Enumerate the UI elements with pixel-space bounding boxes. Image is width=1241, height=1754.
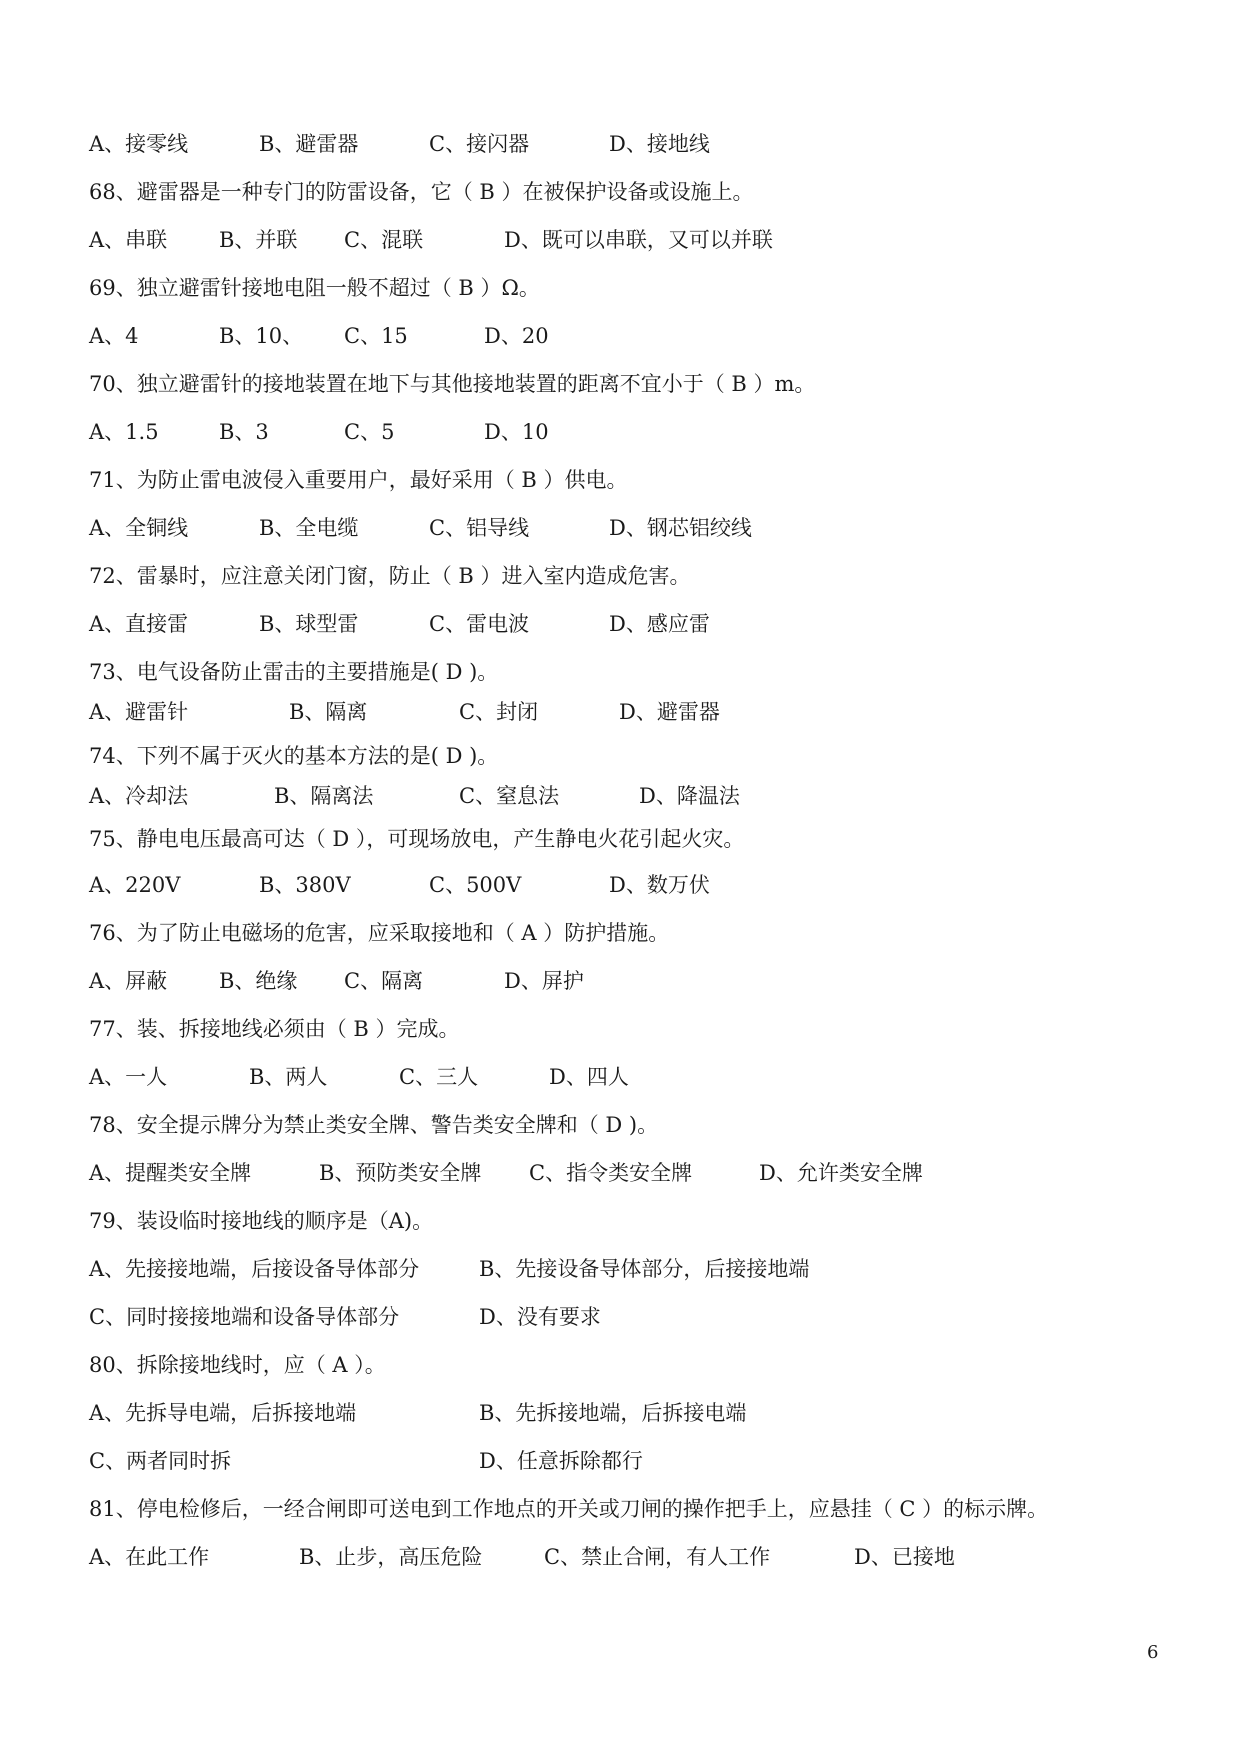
option-item: A、先接接地端，后接设备导体部分	[89, 1257, 420, 1281]
question-text: 69、独立避雷针接地电阻一般不超过（ B ）Ω。	[89, 276, 540, 300]
option-item: B、两人	[249, 1065, 328, 1089]
option-item: D、任意拆除都行	[479, 1449, 643, 1473]
option-item: A、冷却法	[89, 784, 189, 808]
question-text: 78、安全提示牌分为禁止类安全牌、警告类安全牌和（ D )。	[89, 1113, 659, 1137]
option-item: D、四人	[549, 1065, 629, 1089]
option-item: B、球型雷	[259, 612, 359, 636]
option-item: C、同时接接地端和设备导体部分	[89, 1305, 400, 1329]
option-item: D、避雷器	[619, 700, 720, 724]
option-item: D、钢芯铝绞线	[609, 516, 752, 540]
option-item: D、20	[484, 324, 549, 348]
option-item: A、一人	[89, 1065, 168, 1089]
option-item: A、接零线	[89, 132, 189, 156]
option-item: D、没有要求	[479, 1305, 601, 1329]
option-item: B、380V	[259, 873, 351, 897]
option-item: D、降温法	[639, 784, 740, 808]
option-item: D、10	[484, 420, 549, 444]
option-item: C、禁止合闸，有人工作	[544, 1545, 771, 1569]
option-item: B、隔离	[289, 700, 368, 724]
option-item: D、感应雷	[609, 612, 710, 636]
option-item: C、15	[344, 324, 408, 348]
question-text: 76、为了防止电磁场的危害，应采取接地和（ A ）防护措施。	[89, 921, 670, 945]
option-item: A、先拆导电端，后拆接地端	[89, 1401, 357, 1425]
question-text: 73、电气设备防止雷击的主要措施是( D )。	[89, 660, 499, 684]
option-item: B、隔离法	[274, 784, 374, 808]
option-item: A、1.5	[89, 420, 159, 444]
option-item: A、屏蔽	[89, 969, 168, 993]
option-item: A、串联	[89, 228, 168, 252]
question-text: 80、拆除接地线时，应（ A ）。	[89, 1353, 386, 1377]
option-item: C、雷电波	[429, 612, 530, 636]
option-item: A、全铜线	[89, 516, 189, 540]
option-item: B、并联	[219, 228, 298, 252]
option-item: C、接闪器	[429, 132, 530, 156]
option-item: C、5	[344, 420, 395, 444]
option-item: C、500V	[429, 873, 522, 897]
option-item: B、止步，高压危险	[299, 1545, 483, 1569]
question-text: 70、独立避雷针的接地装置在地下与其他接地装置的距离不宜小于（ B ）m。	[89, 372, 816, 396]
option-item: B、预防类安全牌	[319, 1161, 482, 1185]
option-item: A、220V	[89, 873, 181, 897]
option-item: A、在此工作	[89, 1545, 210, 1569]
question-text: 75、静电电压最高可达（ D ），可现场放电，产生静电火花引起火灾。	[89, 827, 745, 851]
option-item: C、三人	[399, 1065, 479, 1089]
option-item: B、绝缘	[219, 969, 298, 993]
option-item: C、两者同时拆	[89, 1449, 232, 1473]
question-text: 77、装、拆接地线必须由（ B ）完成。	[89, 1017, 460, 1041]
option-item: D、已接地	[854, 1545, 955, 1569]
question-text: 71、为防止雷电波侵入重要用户，最好采用（ B ）供电。	[89, 468, 628, 492]
option-item: D、既可以串联，又可以并联	[504, 228, 773, 252]
option-item: B、先拆接地端，后拆接电端	[479, 1401, 747, 1425]
option-item: B、10、	[219, 324, 304, 348]
option-item: D、数万伏	[609, 873, 710, 897]
option-item: A、4	[89, 324, 139, 348]
option-item: D、屏护	[504, 969, 584, 993]
option-item: D、接地线	[609, 132, 710, 156]
option-item: C、指令类安全牌	[529, 1161, 693, 1185]
option-item: A、直接雷	[89, 612, 189, 636]
option-item: C、封闭	[459, 700, 539, 724]
question-text: 79、装设临时接地线的顺序是（A)。	[89, 1209, 434, 1233]
question-text: 72、雷暴时，应注意关闭门窗，防止（ B ）进入室内造成危害。	[89, 564, 691, 588]
question-text: 68、避雷器是一种专门的防雷设备，它（ B ）在被保护设备或设施上。	[89, 180, 754, 204]
option-item: B、3	[219, 420, 269, 444]
option-item: A、避雷针	[89, 700, 189, 724]
option-item: B、先接设备导体部分，后接接地端	[479, 1257, 810, 1281]
option-item: B、全电缆	[259, 516, 359, 540]
option-item: D、允许类安全牌	[759, 1161, 923, 1185]
option-item: C、混联	[344, 228, 424, 252]
option-item: C、铝导线	[429, 516, 530, 540]
page-number: 6	[1147, 1642, 1159, 1663]
option-item: C、窒息法	[459, 784, 560, 808]
option-item: B、避雷器	[259, 132, 359, 156]
option-item: C、隔离	[344, 969, 424, 993]
question-text: 74、下列不属于灭火的基本方法的是( D )。	[89, 744, 499, 768]
option-item: A、提醒类安全牌	[89, 1161, 252, 1185]
question-text: 81、停电检修后，一经合闸即可送电到工作地点的开关或刀闸的操作把手上，应悬挂（ C ）的标示牌。	[89, 1497, 1049, 1521]
